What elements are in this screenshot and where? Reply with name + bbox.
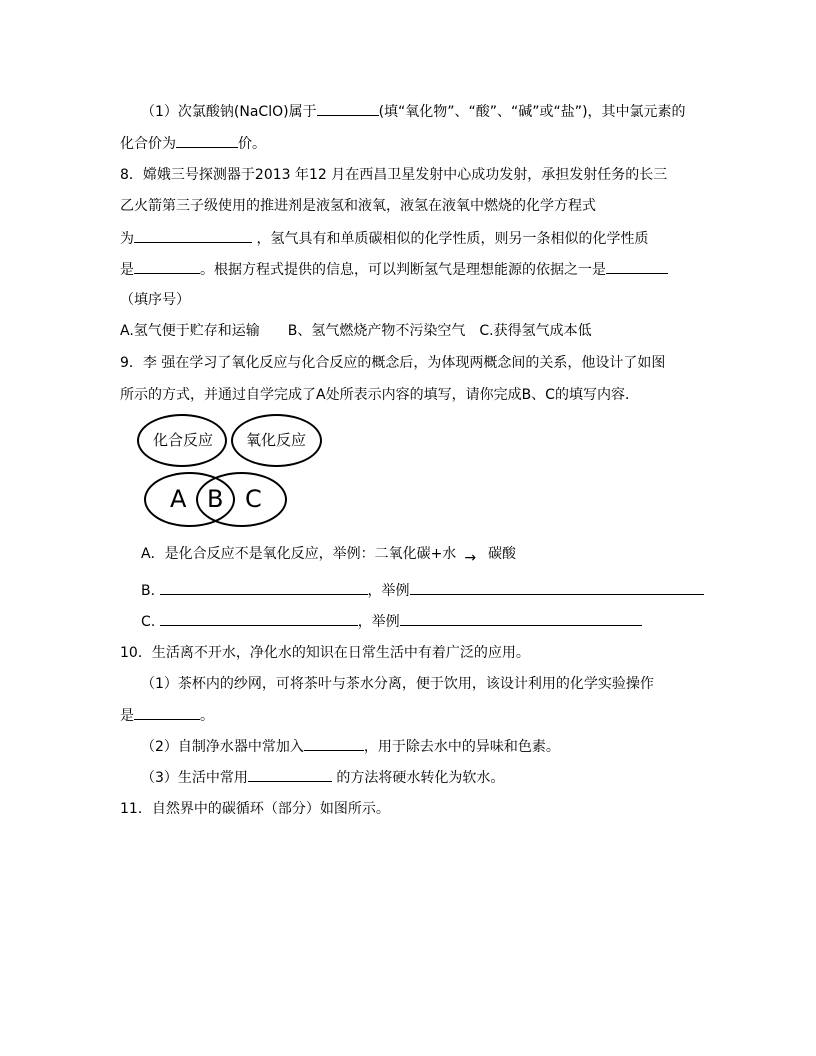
q10-line-3: 是 。 [120,705,214,726]
q10-line-5: （3）生活中常用 的方法将硬水转化为软水。 [141,767,504,788]
answer-blank[interactable] [134,259,200,274]
q11-line-1: 11．自然界中的碳循环（部分）如图所示。 [120,801,390,817]
q10-line-2: （1）茶杯内的纱网，可将茶叶与茶水分离，便于饮用，该设计利用的化学实验操作 [141,676,654,692]
q9-answer-b: B. ，举例 [141,580,704,601]
q8-line-3: 为 ，氢气具有和单质碳相似的化学性质，则另一条相似的化学性质 [120,228,648,249]
q8-line-5: （填序号） [120,292,190,308]
q9-answer-a: A．是化合反应不是氧化反应，举例：二氧化碳+水 → 碳酸 [141,546,517,566]
region-c-label: C [245,485,262,513]
answer-blank[interactable] [317,101,379,116]
answer-blank[interactable] [134,705,200,720]
answer-blank[interactable] [410,580,704,595]
oxidation-reaction-label: 氧化反应 [246,431,307,449]
answer-blank[interactable] [248,767,332,782]
arrow-icon: → [464,550,477,566]
answer-blank[interactable] [160,611,358,626]
q8-line-2: 乙火箭第三子级使用的推进剂是液氢和液氧，液氢在液氧中燃烧的化学方程式 [120,198,596,214]
region-a-label: A [170,485,187,513]
answer-blank[interactable] [134,228,252,243]
q9-answer-c: C. ，举例 [141,611,642,632]
q10-line-4: （2）自制净水器中常加入 ，用于除去水中的异味和色素。 [141,736,560,757]
region-b-label: B [207,485,224,513]
q8-line-4: 是 。根据方程式提供的信息，可以判断氢气是理想能源的依据之一是 [120,259,668,280]
answer-blank[interactable] [606,259,668,274]
q9-line-2: 所示的方式，并通过自学完成了A处所表示内容的填写，请你完成B、C的填写内容． [120,387,639,403]
q9-line-1: 9．李 强在学习了氧化反应与化合反应的概念后，为体现两概念间的关系，他设计了如图 [120,355,666,371]
compound-reaction-label: 化合反应 [153,431,214,449]
answer-blank[interactable] [400,611,642,626]
answer-blank[interactable] [304,736,364,751]
q8-options: A.氢气便于贮存和运输 B、氢气燃烧产物不污染空气 C.获得氢气成本低 [120,323,592,339]
answer-blank[interactable] [176,133,238,148]
q7-line-2: 化合价为 价。 [120,133,266,154]
answer-blank[interactable] [160,580,368,595]
q10-line-1: 10．生活离不开水，净化水的知识在日常生活中有着广泛的应用。 [120,645,530,661]
q8-line-1: 8．嫦娥三号探测器于2013 年12 月在西昌卫星发射中心成功发射，承担发射任务的长三 [120,167,668,183]
q7-line-1: （1）次氯酸钠(NaClO)属于 (填“氧化物”、“酸”、“碱”或“盐”)，其中氯元素的 [141,101,686,122]
